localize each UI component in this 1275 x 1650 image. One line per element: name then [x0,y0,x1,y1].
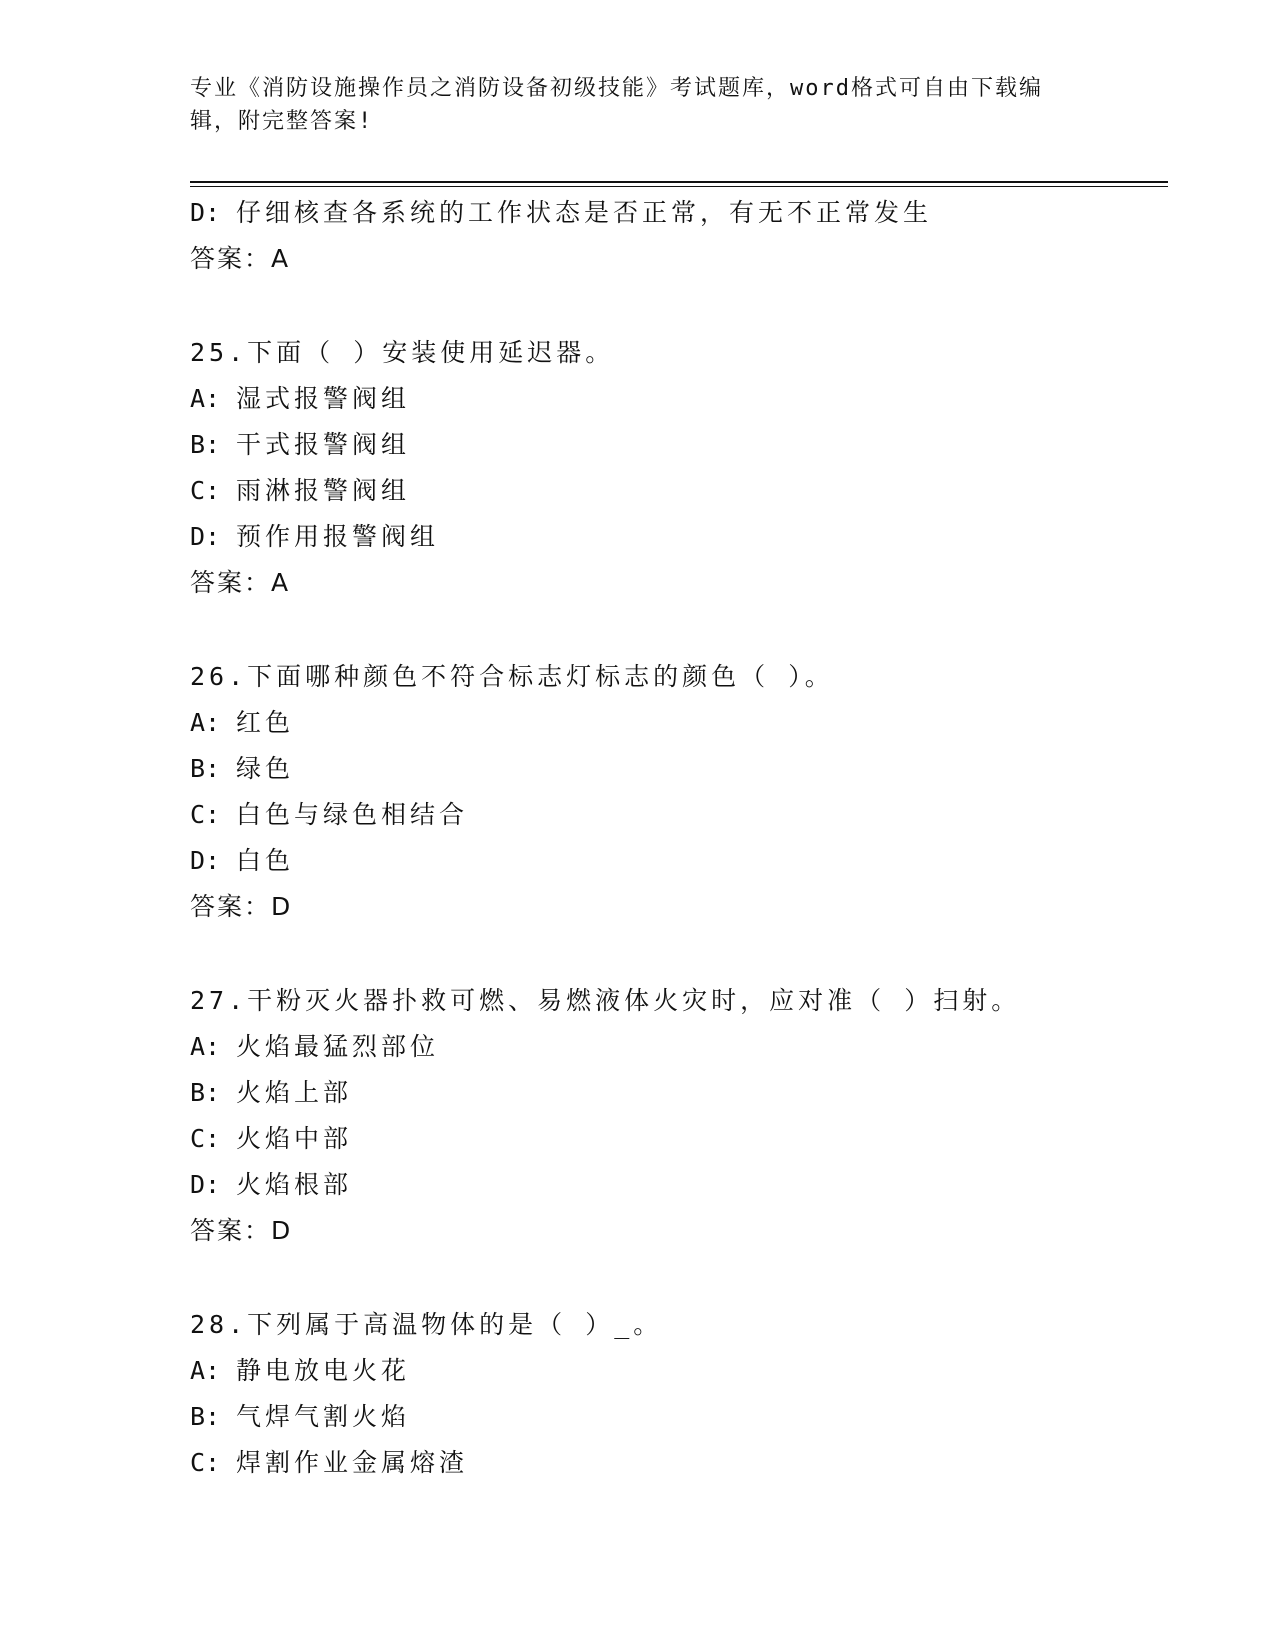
option-label: B: [190,754,221,783]
answer-label: 答案： [190,568,272,597]
option-line [190,514,1150,560]
option-text: 火焰中部 [236,1124,353,1153]
option-text: 白色与绿色相结合 [236,800,469,829]
option-line [190,838,1150,884]
option-line [190,1024,1150,1070]
question-stem: 27.干粉灭火器扑救可燃、易燃液体火灾时，应对准（ ）扫射。 [190,986,1021,1015]
option-text: 火焰上部 [236,1078,353,1107]
option-text: 红色 [236,708,295,737]
option-label: D: [190,198,221,227]
option-label: D: [190,846,221,875]
answer-line [190,1208,1150,1254]
option-text: 预作用报警阀组 [236,522,440,551]
option-line [190,1162,1150,1208]
option-text: 湿式报警阀组 [236,384,411,413]
option-text: 雨淋报警阀组 [236,476,411,505]
option-label: C: [190,1124,221,1153]
answer-label: 答案： [190,1216,272,1245]
question-block [190,654,1150,930]
option-text: 白色 [236,846,295,875]
option-label: A: [190,1032,221,1061]
answer-value: A [271,568,290,597]
option-label: D: [190,522,221,551]
option-label: D: [190,1170,221,1199]
option-label: B: [190,1402,221,1431]
answer-value: D [271,1216,292,1245]
option-line [190,1394,1150,1440]
option-label: A: [190,384,221,413]
question-stem: 28.下列属于高温物体的是（ ）_。 [190,1310,663,1339]
answer-value: A [271,244,290,273]
option-line [190,700,1150,746]
option-line [190,1348,1150,1394]
option-label: C: [190,800,221,829]
option-line [190,1440,1150,1486]
option-line [190,376,1150,422]
answer-line [190,236,1150,282]
question-block [190,330,1150,606]
option-text: 干式报警阀组 [236,430,411,459]
question-stem: 25.下面（ ）安装使用延迟器。 [190,338,615,367]
option-text: 焊割作业金属熔渣 [236,1448,469,1477]
option-label: A: [190,708,221,737]
option-text: 气焊气割火焰 [236,1402,411,1431]
option-text: 仔细核查各系统的工作状态是否正常，有无不正常发生 [236,198,933,227]
option-label: B: [190,1078,221,1107]
answer-label: 答案： [190,244,272,273]
option-label: B: [190,430,221,459]
option-text: 火焰最猛烈部位 [236,1032,440,1061]
option-label: A: [190,1356,221,1385]
option-line [190,422,1150,468]
header-divider-thin [190,186,1168,187]
header-divider-thick [190,181,1168,183]
option-line [190,468,1150,514]
answer-label: 答案： [190,892,272,921]
answer-line [190,560,1150,606]
option-text: 火焰根部 [236,1170,353,1199]
option-line [190,1116,1150,1162]
option-line [190,190,1150,236]
option-line [190,792,1150,838]
option-text: 绿色 [236,754,295,783]
question-list [190,190,1150,1486]
question-stem: 26.下面哪种颜色不符合标志灯标志的颜色（ ）。 [190,662,834,691]
question-block [190,1302,1150,1486]
option-line [190,1070,1150,1116]
page-header: 专业《消防设施操作员之消防设备初级技能》考试题库，word格式可自由下载编辑，附完整答案! [190,76,1043,134]
option-line [190,746,1150,792]
option-label: C: [190,476,221,505]
answer-line [190,884,1150,930]
question-block [190,978,1150,1254]
option-text: 静电放电火花 [236,1356,411,1385]
answer-value: D [271,892,292,921]
option-label: C: [190,1448,221,1477]
